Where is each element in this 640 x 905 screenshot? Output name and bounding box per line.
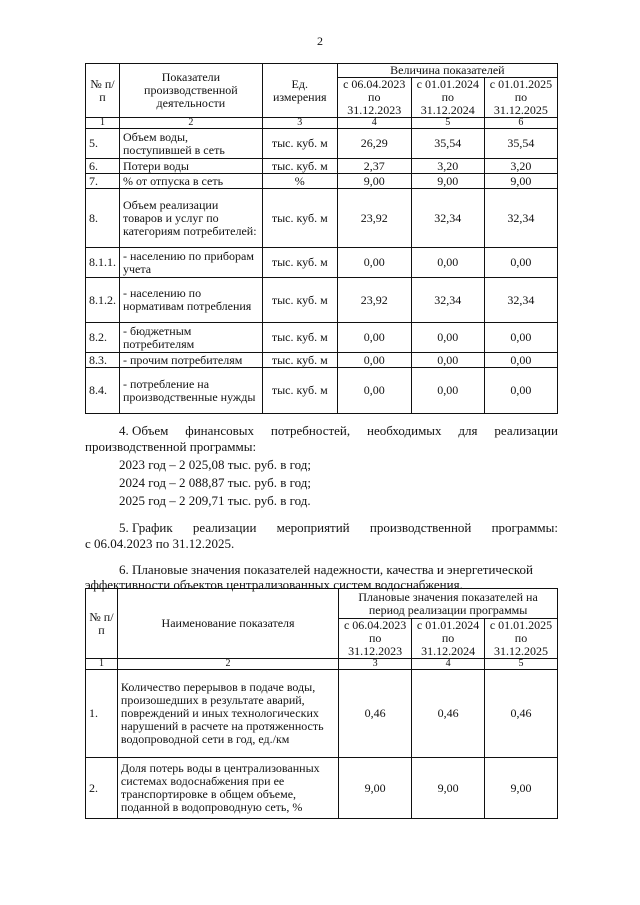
section-4-line-1 (85, 423, 558, 439)
word: необходимых (367, 423, 442, 438)
row-name: - населению по нормативам потребления (120, 278, 263, 323)
header-period-2: с 01.01.2024 по 31.12.2024 (412, 619, 485, 659)
row-value: 9,00 (485, 758, 558, 819)
row-num: 5. (86, 129, 120, 159)
col-number: 5 (411, 118, 484, 129)
row-num: 8.3. (86, 353, 120, 368)
row-name: - прочим потребителям (120, 353, 263, 368)
table-row (86, 189, 558, 248)
row-value: 3,20 (484, 159, 557, 174)
header-period-3: с 01.01.2025 по 31.12.2025 (485, 619, 558, 659)
word: потребностей, (270, 423, 351, 438)
row-value: 0,46 (412, 670, 485, 758)
finance-2025: 2025 год – 2 209,71 тыс. руб. в год. (119, 493, 311, 508)
row-value: 0,46 (339, 670, 412, 758)
col-number: 3 (262, 118, 337, 129)
table-row (86, 278, 558, 323)
row-value: 23,92 (337, 189, 411, 248)
table-row (86, 159, 558, 174)
row-num: 8.4. (86, 368, 120, 414)
col-number: 3 (339, 659, 412, 670)
row-value: 35,54 (484, 129, 557, 159)
row-value: 2,37 (337, 159, 411, 174)
row-value: 26,29 (337, 129, 411, 159)
reliability-indicators-table (85, 588, 558, 819)
row-value: 0,00 (337, 323, 411, 353)
row-value: 32,34 (411, 278, 484, 323)
table-row (86, 353, 558, 368)
word: реализации (494, 423, 558, 438)
row-value: 32,34 (484, 189, 557, 248)
row-value: 32,34 (411, 189, 484, 248)
page-number: 2 (317, 34, 323, 48)
row-num: 7. (86, 174, 120, 189)
col-number: 2 (120, 118, 263, 129)
row-value: 32,34 (484, 278, 557, 323)
table-row (86, 129, 558, 159)
row-value: 0,00 (484, 353, 557, 368)
col-number: 5 (485, 659, 558, 670)
word: реализации (192, 520, 257, 535)
row-unit: % (262, 174, 337, 189)
header-period-1: с 06.04.2023 по 31.12.2023 (337, 78, 411, 118)
row-name: Доля потерь воды в централизованных системах водоснабжения при ее транспортировке в общем объеме, поданной в водопроводную сеть, % (117, 758, 338, 819)
row-value: 0,00 (411, 248, 484, 278)
row-value: 9,00 (484, 174, 557, 189)
row-name: Объем реализации товаров и услуг по категориям потребителей: (120, 189, 263, 248)
header-values-group: Плановые значения показателей на период реализации программы (339, 589, 558, 619)
row-num: 8.1.1. (86, 248, 120, 278)
table-row (86, 323, 558, 353)
row-value: 0,00 (411, 353, 484, 368)
production-indicators-table (85, 63, 558, 414)
row-value: 0,00 (337, 248, 411, 278)
table-row (86, 670, 558, 758)
header-period-2: с 01.01.2024 по 31.12.2024 (411, 78, 484, 118)
row-name: - потребление на производственные нужды (120, 368, 263, 414)
section-5-line-2: с 06.04.2023 по 31.12.2025. (85, 536, 235, 551)
col-number: 2 (117, 659, 338, 670)
row-unit: тыс. куб. м (262, 353, 337, 368)
row-unit: тыс. куб. м (262, 159, 337, 174)
row-name: Количество перерывов в подаче воды, произошедших в результате аварий, повреждений и иных технологических нарушений в расчете на протяженность водопроводной сети в год, ед./км (117, 670, 338, 758)
word: производственной (369, 520, 472, 535)
row-name: - бюджетным потребителям (120, 323, 263, 353)
row-value: 9,00 (339, 758, 412, 819)
header-name: Наименование показателя (117, 589, 338, 659)
row-value: 3,20 (411, 159, 484, 174)
row-value: 9,00 (411, 174, 484, 189)
row-name: Объем воды, поступившей в сеть (120, 129, 263, 159)
row-num: 6. (86, 159, 120, 174)
row-value: 9,00 (337, 174, 411, 189)
row-value: 0,00 (337, 353, 411, 368)
row-unit: тыс. куб. м (262, 189, 337, 248)
row-value: 0,00 (337, 368, 411, 414)
row-value: 0,00 (484, 323, 557, 353)
row-num: 1. (86, 670, 118, 758)
finance-2023: 2023 год – 2 025,08 тыс. руб. в год; (119, 457, 311, 472)
row-name: Потери воды (120, 159, 263, 174)
row-value: 23,92 (337, 278, 411, 323)
word: финансовых (185, 423, 255, 438)
table-row (86, 368, 558, 414)
row-unit: тыс. куб. м (262, 323, 337, 353)
word: для (458, 423, 478, 438)
row-unit: тыс. куб. м (262, 368, 337, 414)
word: мероприятий (276, 520, 350, 535)
row-name: % от отпуска в сеть (120, 174, 263, 189)
section-6-line-2: эффективности объектов централизованных систем водоснабжения. (85, 577, 463, 592)
section-4-line-2: производственной программы: (85, 439, 257, 454)
row-value: 0,00 (411, 323, 484, 353)
row-unit: тыс. куб. м (262, 278, 337, 323)
header-num: № п/п (86, 64, 120, 118)
header-unit: Ед. измерения (262, 64, 337, 118)
header-indicator: Показатели производственной деятельности (120, 64, 263, 118)
row-value: 0,00 (484, 248, 557, 278)
finance-2024: 2024 год – 2 088,87 тыс. руб. в год; (119, 475, 311, 490)
table-row (86, 248, 558, 278)
row-value: 9,00 (412, 758, 485, 819)
row-value: 35,54 (411, 129, 484, 159)
row-unit: тыс. куб. м (262, 248, 337, 278)
header-period-1: с 06.04.2023 по 31.12.2023 (339, 619, 412, 659)
section-6-line-1: 6. Плановые значения показателей надежности, качества и энергетической (119, 562, 533, 577)
col-number: 6 (484, 118, 557, 129)
row-num: 8. (86, 189, 120, 248)
row-value: 0,00 (411, 368, 484, 414)
col-number: 4 (337, 118, 411, 129)
header-num: № п/п (86, 589, 118, 659)
row-value: 0,00 (484, 368, 557, 414)
col-number: 4 (412, 659, 485, 670)
section-5-line-1 (85, 520, 558, 536)
header-period-3: с 01.01.2025 по 31.12.2025 (484, 78, 557, 118)
table-row (86, 758, 558, 819)
col-number: 1 (86, 118, 120, 129)
row-name: - населению по приборам учета (120, 248, 263, 278)
header-values-group: Величина показателей (337, 64, 557, 78)
row-num: 2. (86, 758, 118, 819)
word: программы: (491, 520, 558, 535)
row-num: 8.2. (86, 323, 120, 353)
row-value: 0,46 (485, 670, 558, 758)
table-row (86, 174, 558, 189)
col-number: 1 (86, 659, 118, 670)
word: 4. Объем (119, 423, 169, 438)
row-unit: тыс. куб. м (262, 129, 337, 159)
row-num: 8.1.2. (86, 278, 120, 323)
word: 5. График (119, 520, 173, 535)
